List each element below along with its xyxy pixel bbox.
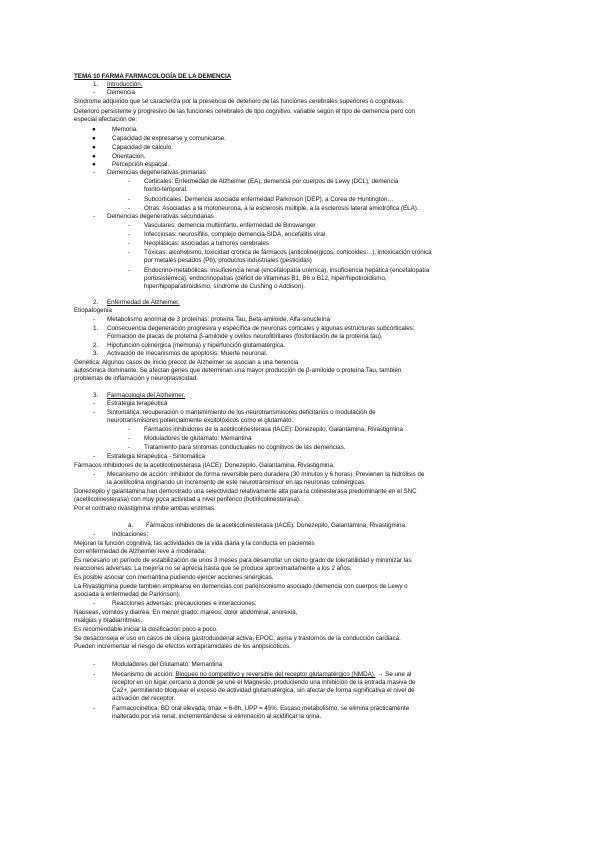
dash: - xyxy=(93,531,96,538)
paragraph: Mecanismo de acción: inhibidor de forma reversible pero duradera (30 minutos y 6 horas). Previenen la hidrólisis de xyxy=(107,471,425,478)
list-item: Vasculares: demencia multiinfarto, enfermedad de Binswanger xyxy=(144,222,316,229)
section-heading: Farmacología del Alzheimer. xyxy=(107,392,186,399)
list-item: Otras: Asociadas a la motoneurona, a la esclerosis múltiple, a la esclerosis lateral amiotrófica (ELA). xyxy=(144,205,419,212)
paragraph: Deterioro persistente y progresivo de las funciones cerebrales de tipo cognitivo, variable según el tipo de demencia pero con xyxy=(74,108,415,115)
paragraph: mialgias y bradiarritmias. xyxy=(74,617,143,624)
dash: - xyxy=(93,671,96,678)
paragraph: Fármacos inhibidores de la acetilcolinesterasa (IACE): Donezepilo, Galantamina, Rivastigmina. xyxy=(74,462,335,469)
list-item: Capacidad de cálculo. xyxy=(112,144,173,151)
list-item: Hipofunción colinérgica (memoria) y hiperfunción glutamatérgica. xyxy=(107,342,286,349)
dash: - xyxy=(93,453,96,460)
bullet: ● xyxy=(92,126,96,133)
list-item: Endocrino-metabólicas: insuficiencia renal (encefalopatía urémica), insuficiencia hepática (encefalopatía xyxy=(144,267,430,274)
paragraph: asociada a enfermedad de Parkinson). xyxy=(74,591,181,598)
list-item: Fármacos inhibidores de la acetilcolinesterasa (IACE): Donezepilo, Galantamina, Rivastigmina xyxy=(144,426,403,433)
dash: - xyxy=(93,705,96,712)
paragraph: Es posible asociar con memantina pudiendo ejercer acciones sinérgicas. xyxy=(74,574,274,581)
dash: - xyxy=(93,89,96,96)
section-number: 2. xyxy=(93,299,99,306)
list-item: fronto-temporal. xyxy=(144,186,188,193)
paragraph: Pueden incrementar el riesgo de efectos extrapiramidales de los antipsicóticos. xyxy=(74,643,291,650)
paragraph: autosómica dominante. Se afectan genes que determinan una mayor producción de β-amiloide o proteína Tau, también xyxy=(74,367,402,374)
list-item: Consecuencia degeneración progresiva y específica de neuronas corticales y algunas estructuras subcorticales: xyxy=(107,325,415,332)
document-title: TEMA 10 FARMA FARMACOLOGÍA DE LA DEMENCIA xyxy=(74,73,232,80)
paragraph: Es recomendable iniciar la dosificación poco a poco. xyxy=(74,626,218,633)
dash: - xyxy=(128,196,131,203)
subheading: Etiopatogenia xyxy=(74,307,112,314)
list-item: Memoria. xyxy=(112,126,138,133)
section-heading: Introducción. xyxy=(107,81,143,88)
paragraph: la acetilcolina originando un incremento de este neurotransmisor en las neuronas colinérgicas. xyxy=(107,479,366,486)
subheading: Estrategia terapéutica - Sintomática xyxy=(107,453,205,460)
dash: - xyxy=(128,240,131,247)
dash: - xyxy=(128,222,131,229)
paragraph xyxy=(112,671,411,679)
list-item: Corticales: Enfermedad de Alzheimer (EA), demencia por cuerpos de Lewy (DCL), demencia xyxy=(144,178,399,185)
paragraph: Donezepilo y galantamina han demostrado una selectividad relativamente alta para la colinesterasa predominante en el SNC xyxy=(74,488,417,495)
list-number: 2. xyxy=(93,342,99,349)
paragraph: Metabolismo anormal de 3 proteínas: proteína Tau, Beta-amiloide, Alfa-sinucleína xyxy=(107,316,331,323)
list-item: Moduladores de glutamato: Memantina xyxy=(144,435,252,442)
dash: - xyxy=(128,444,131,451)
paragraph: Por el contrario rivastigmina inhibe ambas enzimas. xyxy=(74,505,216,512)
list-item: Capacidad de expresarse y comunicarse. xyxy=(112,135,226,142)
paragraph: problemas de inflamación y neuroplasticidad. xyxy=(74,375,198,382)
subheading: Moduladores del Glutamato: Memantina xyxy=(112,661,223,668)
subheading: Indicaciones: xyxy=(112,531,149,538)
section-number: 3. xyxy=(93,392,99,399)
list-item: Tóxicas: alcoholismo, toxicidad crónica de fármacos (anticolinérgicos, corticoides…), intoxicación crónica xyxy=(144,249,432,256)
subheading: Demencias degenerativas primarias xyxy=(107,169,206,176)
paragraph: Mejoran la función cognitiva, las actividades de la vida diaria y la conducta en pacientes xyxy=(74,540,315,547)
bullet: ● xyxy=(92,144,96,151)
paragraph: (acetilcolinesterasa) con muy poca actividad a nivel periférico (butirilcolinesterasa). xyxy=(74,496,301,503)
dash: - xyxy=(128,249,131,256)
list-item: por metales pesados (Pb), productos industriales (pesticidas) xyxy=(144,257,312,264)
dash: - xyxy=(128,435,131,442)
paragraph: Se desaconseja el uso en casos de úlcera gastroduodenal activa, EPOC, asma y trastornos de la conducción cardiaca. xyxy=(74,635,401,642)
bullet: ● xyxy=(92,161,96,168)
list-item: Subcorticales: Demencia asociada enfermedad Parkinson (DEP), a Corea de Huntington… xyxy=(144,196,394,203)
subheading: Estrategia terapéutica xyxy=(107,400,168,407)
list-item: portosistémica), endocrinopatías (déficit de vitaminas B1, B6 o B12, hiper/hipotiroidismo, xyxy=(144,275,387,282)
paragraph: Ca2+, permitiendo bloquear el exceso de actividad glutamatérgica, sin afectar de forma significativa el nivel de xyxy=(112,687,415,694)
paragraph: inalterado por vía renal, incrementándose si eliminación al acidificar la orina. xyxy=(112,713,322,720)
bullet: ● xyxy=(92,135,96,142)
dash: - xyxy=(128,426,131,433)
list-item: Percepción espacial. xyxy=(112,161,170,168)
list-number: 3. xyxy=(93,350,99,357)
mechanism-underlined: Bloqueo no competitivo y reversible del receptor glutamatérgico (NMDA). xyxy=(175,671,376,678)
dash: - xyxy=(93,169,96,176)
subheading: Reacciones adversas, precauciones e interacciones: xyxy=(112,600,257,607)
paragraph: Síndrome adquirido que se caracteriza por la presencia de deterioro de las funciones cerebrales superiores o cognitivas. xyxy=(74,98,405,105)
paragraph: activación del receptor. xyxy=(112,695,176,702)
dash: - xyxy=(128,267,131,274)
list-item: Neoplásicas: asociadas a tumores cerebrales xyxy=(144,240,269,247)
paragraph: especial afectación de: xyxy=(74,116,137,123)
paragraph: reacciones adversas. La mejoría no se aprecia hasta que se produce aproximadamente a los 2 años. xyxy=(74,565,352,572)
section-heading: Enfermedad de Alzheimer. xyxy=(107,299,180,306)
dash: - xyxy=(93,661,96,668)
paragraph: Es necesario un período de estabilización de unos 3 meses para desarrollar un cierto grado de tolerabilidad y minimizar las xyxy=(74,557,412,564)
list-item: Orientación. xyxy=(112,153,146,160)
list-item: Activación de mecanismos de apoptosis: Muerte neuronal. xyxy=(107,350,268,357)
dash: - xyxy=(93,400,96,407)
paragraph: neurotransmisores potencialmente excitotóxicos como el glutamato. xyxy=(107,417,294,424)
subheading: Fármacos inhibidores de la acetilcolinesterasa (IACE): Donezepilo, Galantamina, Rivastigmina. xyxy=(146,522,407,529)
list-item: hiper/hipoparatiroidismo, síndrome de Cushing o Addison). xyxy=(144,283,305,290)
paragraph: Genética: Algunos casos de inicio precoz de Alzheimer se asocian a una herencia xyxy=(74,359,299,366)
paragraph: receptor en un lugar cercano a donde se une el Magnesio, produciendo una inhibición de la entrada masiva de xyxy=(112,679,416,686)
subheading: Demencias degenerativas secundarias xyxy=(107,213,214,220)
bullet: ● xyxy=(92,153,96,160)
dash: - xyxy=(93,600,96,607)
list-item: Tratamiento para síntomas conductuales no cognitivos de las demencias. xyxy=(144,444,346,451)
list-item: Infecciosas: neurosífilis, complejo demencia-SIDA, encefalitis viral xyxy=(144,231,326,238)
dash: - xyxy=(128,231,131,238)
mechanism-tail: → Se une al xyxy=(375,671,412,678)
mechanism-label: Mecanismo de acción: xyxy=(112,671,176,678)
subheading: Demencia xyxy=(107,89,135,96)
section-number: 1. xyxy=(93,81,99,88)
list-number: 1. xyxy=(93,325,99,332)
paragraph: La Rivastigmina puede también emplearse en demencias con parkinsonismo asociado (demencia con cuerpos de Lewy o xyxy=(74,583,408,590)
dash: - xyxy=(93,471,96,478)
paragraph: Sintomática: recuperación o mantenimiento de los neurotransmisores deficitarios o modulación de xyxy=(107,409,376,416)
dash: - xyxy=(93,409,96,416)
paragraph: Nauseas, vómitos y diarrea. En menor grado: mareos, dolor abdominal, anorexia, xyxy=(74,609,298,616)
dash: - xyxy=(128,205,131,212)
paragraph: con enfermedad de Alzheimer leve a moderada. xyxy=(74,548,206,555)
list-letter: a. xyxy=(128,522,134,529)
dash: - xyxy=(93,316,96,323)
list-item: Formación de placas de proteína β-amiloide y ovillos neurofibrilares (fosforilación de la proteína tau). xyxy=(107,333,383,340)
dash: - xyxy=(128,178,131,185)
paragraph: Farmacocinética: BD oral elevada, tmax = 6-8h, UPP = 45%. Escaso metabolismo, se elimina prácticamente xyxy=(112,705,410,712)
dash: - xyxy=(93,213,96,220)
